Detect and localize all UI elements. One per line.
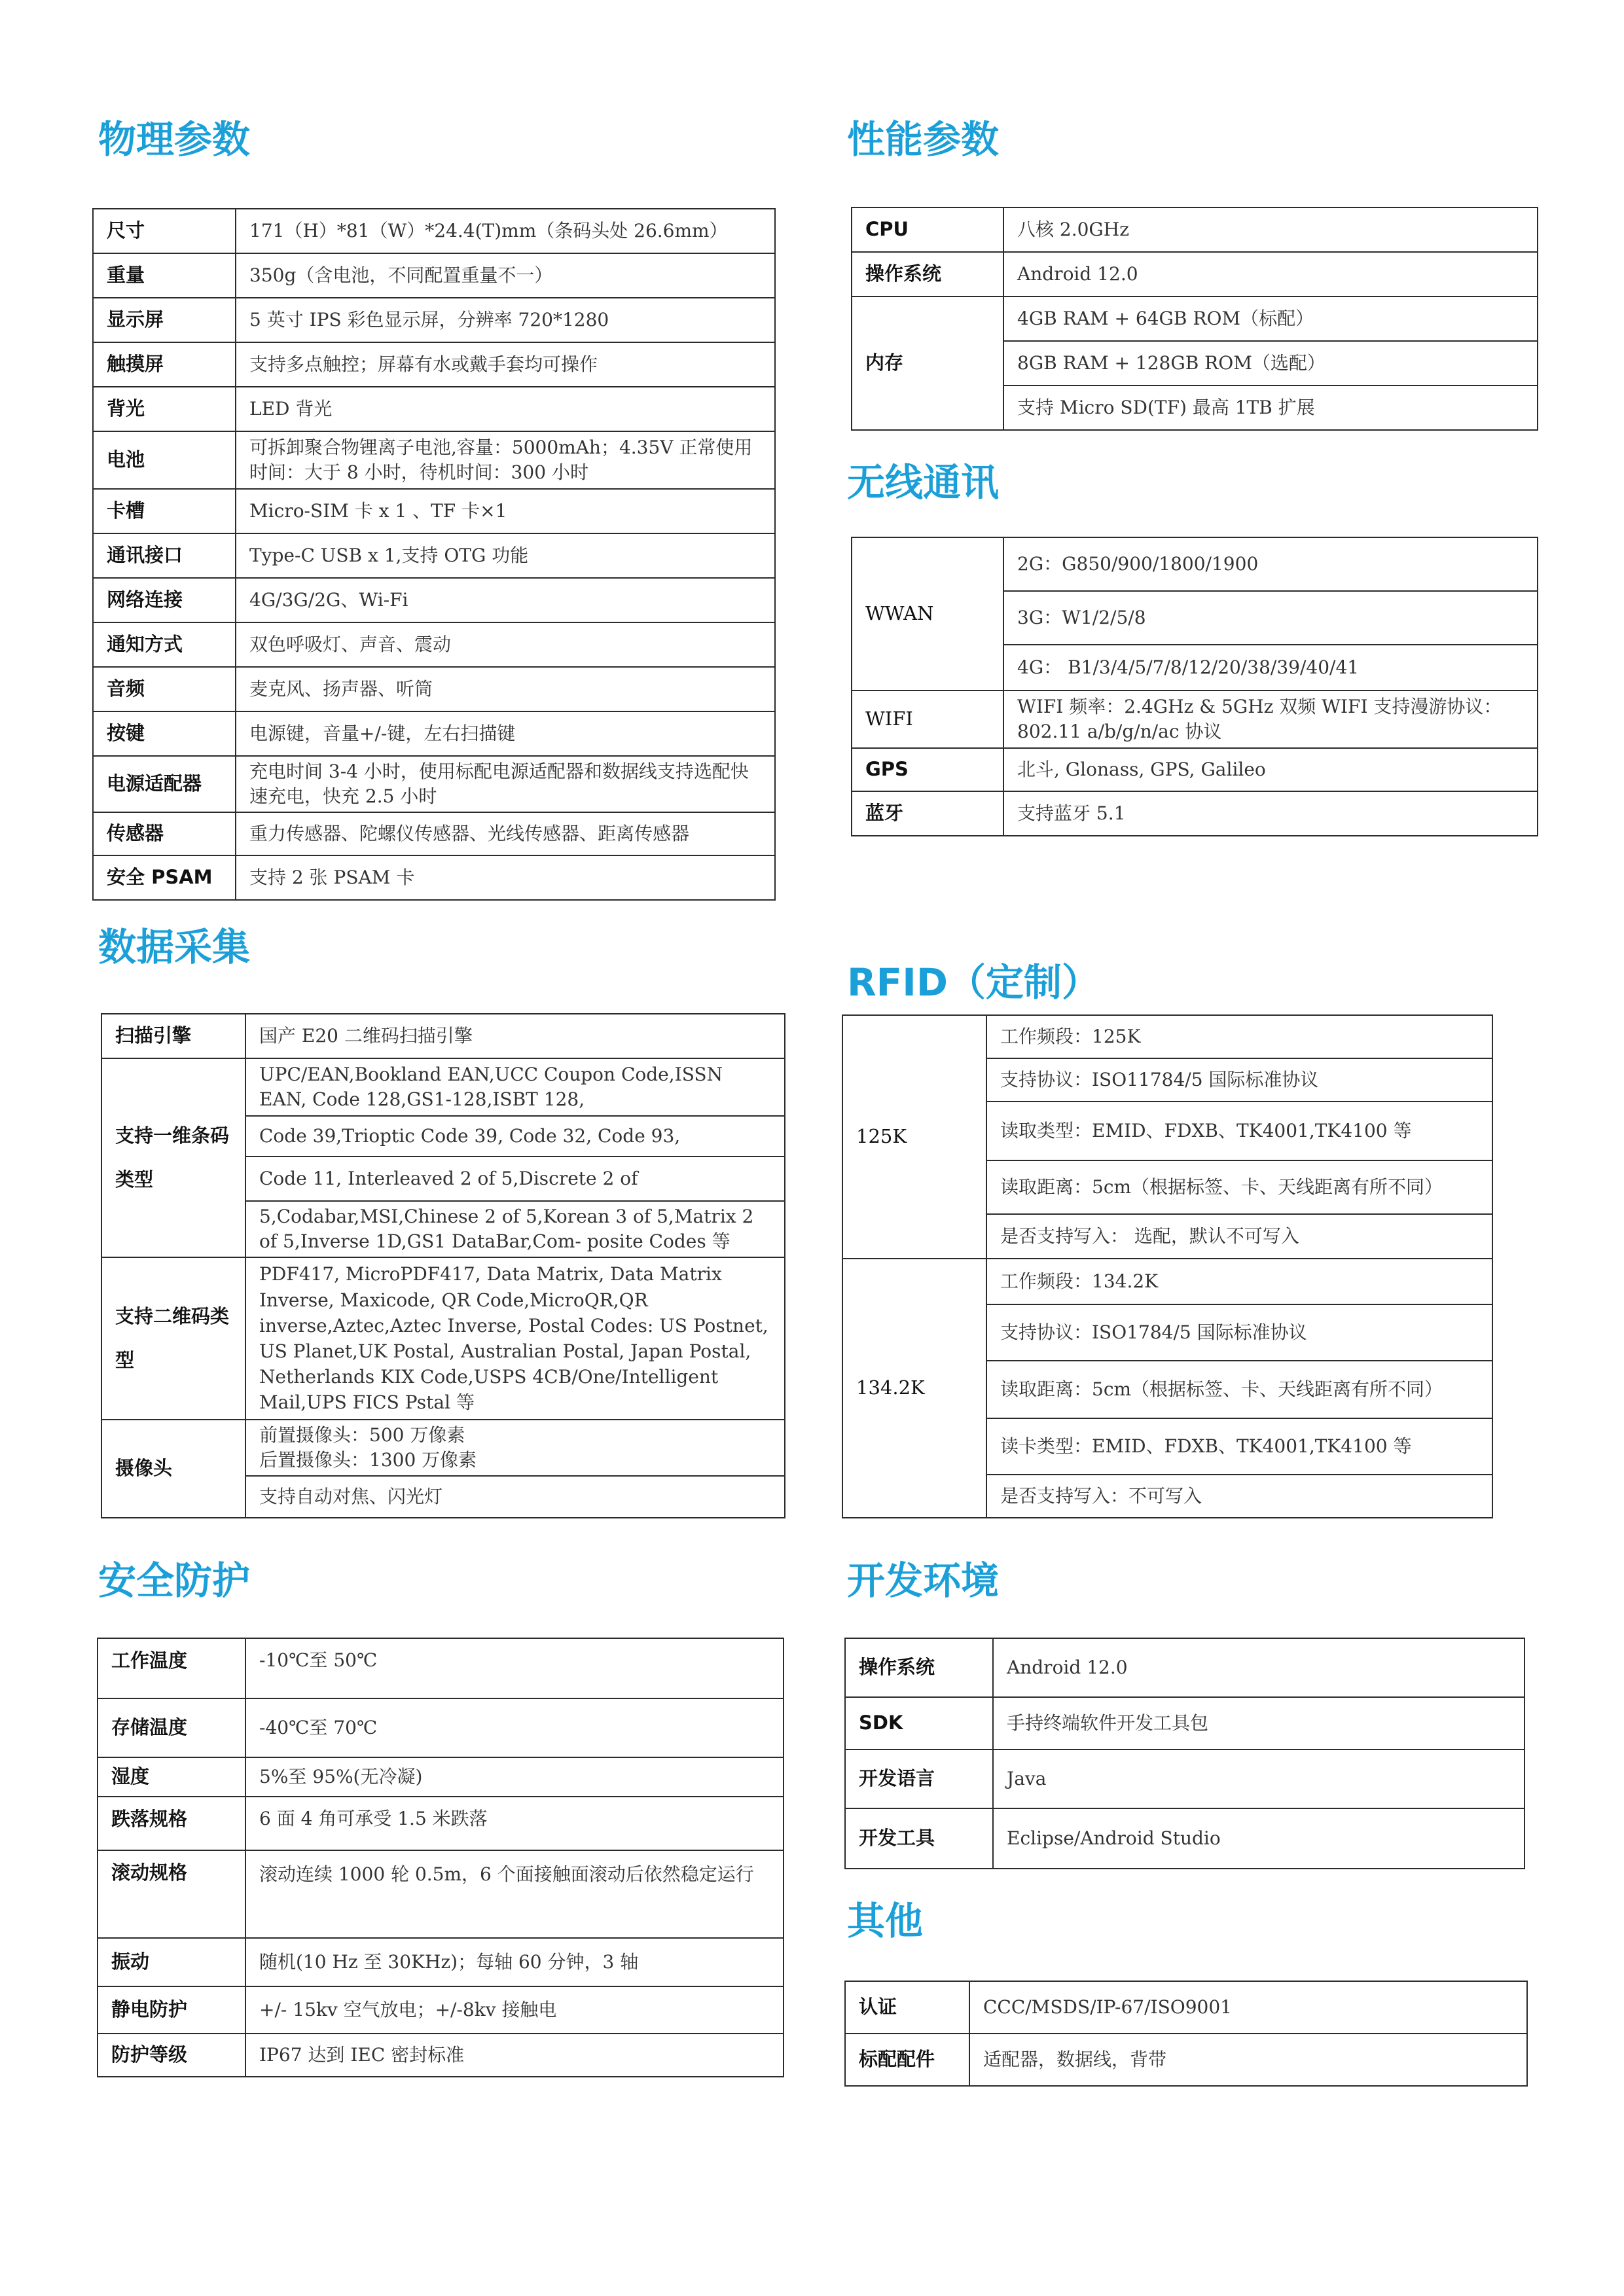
spec-value: 可拆卸聚合物锂离子电池,容量：5000mAh；4.35V 正常使用时间：大于 8 小时，待机时间：300 小时 xyxy=(236,431,775,489)
spec-value: 支持协议：ISO11784/5 国际标准协议 xyxy=(986,1058,1492,1102)
spec-value: 工作频段：125K xyxy=(986,1015,1492,1058)
spec-key: 静电防护 xyxy=(98,1986,245,2034)
table-row xyxy=(93,431,775,489)
table-row xyxy=(93,812,775,855)
spec-key: 音频 xyxy=(93,667,236,711)
spec-value: 3G：W1/2/5/8 xyxy=(1003,591,1538,645)
spec-key: 振动 xyxy=(98,1938,245,1986)
spec-value: 2G：G850/900/1800/1900 xyxy=(1003,537,1538,591)
spec-value: 北斗, Glonass, GPS, Galileo xyxy=(1003,748,1538,791)
spec-value: WIFI 频率：2.4GHz & 5GHz 双频 WIFI 支持漫游协议：802.11 a/b/g/n/ac 协议 xyxy=(1003,691,1538,748)
spec-key: 摄像头 xyxy=(101,1420,245,1518)
spec-value xyxy=(245,1420,785,1476)
wireless-title: 无线通讯 xyxy=(847,460,1000,505)
spec-value: 350g（含电池，不同配置重量不一） xyxy=(236,253,775,298)
spec-key: 安全 PSAM xyxy=(93,855,236,900)
spec-key: 125K xyxy=(842,1015,986,1259)
spec-value: Android 12.0 xyxy=(993,1638,1525,1697)
spec-value: 5%至 95%(无冷凝) xyxy=(245,1757,784,1797)
table-row xyxy=(852,207,1538,252)
table-row xyxy=(845,1697,1525,1749)
spec-value: 国产 E20 二维码扫描引擎 xyxy=(245,1014,785,1058)
table-row xyxy=(93,209,775,253)
spec-key: 蓝牙 xyxy=(852,791,1003,836)
rfid-title: RFID（定制） xyxy=(847,960,1100,1005)
dev-title: 开发环境 xyxy=(847,1558,1000,1603)
spec-value: 是否支持写入：不可写入 xyxy=(986,1475,1492,1518)
table-row xyxy=(845,2034,1527,2086)
spec-key: 网络连接 xyxy=(93,578,236,622)
spec-key: 134.2K xyxy=(842,1259,986,1518)
table-row xyxy=(93,578,775,622)
spec-key: 触摸屏 xyxy=(93,342,236,387)
spec-value: UPC/EAN,Bookland EAN,UCC Coupon Code,ISSN EAN, Code 128,GS1-128,ISBT 128, xyxy=(245,1058,785,1116)
table-row xyxy=(93,622,775,667)
spec-value: 支持 Micro SD(TF) 最高 1TB 扩展 xyxy=(1003,386,1538,430)
spec-key: 操作系统 xyxy=(852,252,1003,296)
table-row xyxy=(93,855,775,900)
spec-value: IP67 达到 IEC 密封标准 xyxy=(245,2034,784,2077)
spec-key: 开发工具 xyxy=(845,1808,993,1869)
spec-key: 显示屏 xyxy=(93,298,236,342)
rfid-table xyxy=(842,1014,1493,1518)
spec-key: WWAN xyxy=(852,537,1003,691)
spec-key: 扫描引擎 xyxy=(101,1014,245,1058)
spec-value-line: 前置摄像头：500 万像素 xyxy=(259,1424,465,1446)
spec-value: 171（H）*81（W）*24.4(T)mm（条码头处 26.6mm） xyxy=(236,209,775,253)
table-row xyxy=(98,1797,784,1850)
spec-key: 滚动规格 xyxy=(98,1850,245,1938)
spec-value: 支持协议：ISO1784/5 国际标准协议 xyxy=(986,1304,1492,1361)
spec-value: Eclipse/Android Studio xyxy=(993,1808,1525,1869)
capture-table xyxy=(101,1013,785,1518)
table-row xyxy=(98,1850,784,1938)
spec-key: 防护等级 xyxy=(98,2034,245,2077)
spec-key: 电池 xyxy=(93,431,236,489)
spec-value: -10℃至 50℃ xyxy=(245,1638,784,1698)
other-table xyxy=(844,1981,1528,2087)
spec-value: Java xyxy=(993,1749,1525,1808)
spec-key: 重量 xyxy=(93,253,236,298)
spec-value: 滚动连续 1000 轮 0.5m，6 个面接触面滚动后依然稳定运行 xyxy=(245,1850,784,1938)
spec-value: 读取类型：EMID、FDXB、TK4001,TK4100 等 xyxy=(986,1102,1492,1160)
spec-value: 电源键，音量+/-键，左右扫描键 xyxy=(236,711,775,756)
capture-title: 数据采集 xyxy=(98,925,251,969)
spec-value: 麦克风、扬声器、听筒 xyxy=(236,667,775,711)
spec-value: 8GB RAM + 128GB ROM（选配） xyxy=(1003,341,1538,386)
table-row xyxy=(98,1638,784,1698)
spec-value: Type-C USB x 1,支持 OTG 功能 xyxy=(236,533,775,578)
spec-value: -40℃至 70℃ xyxy=(245,1698,784,1757)
table-row xyxy=(98,1698,784,1757)
safety-title: 安全防护 xyxy=(98,1558,251,1603)
table-row xyxy=(93,387,775,431)
table-row xyxy=(98,2034,784,2077)
table-row xyxy=(93,298,775,342)
spec-key: 认证 xyxy=(845,1981,969,2034)
spec-value: 重力传感器、陀螺仪传感器、光线传感器、距离传感器 xyxy=(236,812,775,855)
spec-value: 支持蓝牙 5.1 xyxy=(1003,791,1538,836)
performance-title: 性能参数 xyxy=(847,117,1000,162)
spec-key: 存储温度 xyxy=(98,1698,245,1757)
spec-value: 手持终端软件开发工具包 xyxy=(993,1697,1525,1749)
spec-value: 读取距离：5cm（根据标签、卡、天线距离有所不同） xyxy=(986,1160,1492,1214)
spec-value: 4G/3G/2G、Wi-Fi xyxy=(236,578,775,622)
physical-table xyxy=(92,208,776,901)
table-row xyxy=(852,748,1538,791)
spec-key: 支持一维条码类型 xyxy=(101,1058,245,1257)
table-row xyxy=(93,253,775,298)
spec-value: 支持自动对焦、闪光灯 xyxy=(245,1476,785,1518)
spec-value: 八核 2.0GHz xyxy=(1003,207,1538,252)
spec-key: 跌落规格 xyxy=(98,1797,245,1850)
spec-value: LED 背光 xyxy=(236,387,775,431)
spec-value-line: 后置摄像头：1300 万像素 xyxy=(259,1449,477,1471)
spec-key: WIFI xyxy=(852,691,1003,748)
table-row xyxy=(93,667,775,711)
wireless-table xyxy=(851,537,1538,836)
spec-value: Code 11, Interleaved 2 of 5,Discrete 2 of xyxy=(245,1157,785,1201)
spec-key: 电源适配器 xyxy=(93,756,236,812)
table-row xyxy=(852,296,1538,341)
spec-key: 通讯接口 xyxy=(93,533,236,578)
spec-value: 是否支持写入： 选配，默认不可写入 xyxy=(986,1214,1492,1259)
spec-key: 传感器 xyxy=(93,812,236,855)
spec-key: 支持二维码类型 xyxy=(101,1257,245,1420)
spec-value: Android 12.0 xyxy=(1003,252,1538,296)
spec-key: 通知方式 xyxy=(93,622,236,667)
other-title: 其他 xyxy=(847,1899,924,1943)
spec-value: 5 英寸 IPS 彩色显示屏，分辨率 720*1280 xyxy=(236,298,775,342)
spec-value: 读取距离：5cm（根据标签、卡、天线距离有所不同） xyxy=(986,1361,1492,1418)
dev-table xyxy=(844,1638,1525,1869)
spec-value: 双色呼吸灯、声音、震动 xyxy=(236,622,775,667)
table-row xyxy=(845,1981,1527,2034)
performance-table xyxy=(851,207,1538,431)
spec-value: 6 面 4 角可承受 1.5 米跌落 xyxy=(245,1797,784,1850)
spec-value: PDF417, MicroPDF417, Data Matrix, Data Matrix Inverse, Maxicode, QR Code,MicroQR,QR inverse,Aztec,Aztec Inverse, Postal Codes: US Postnet, US Planet,UK Postal, Australian Postal, Japan Postal, Netherlands KIX Code,USPS 4CB/One/Intelligent Mail,UPS FICS Pstal 等 xyxy=(245,1257,785,1420)
spec-key: 工作温度 xyxy=(98,1638,245,1698)
spec-value: 4G： B1/3/4/5/7/8/12/20/38/39/40/41 xyxy=(1003,645,1538,691)
spec-key: 按键 xyxy=(93,711,236,756)
table-row xyxy=(101,1014,785,1058)
table-row xyxy=(852,252,1538,296)
spec-value: 随机(10 Hz 至 30KHz)；每轴 60 分钟，3 轴 xyxy=(245,1938,784,1986)
table-row xyxy=(98,1986,784,2034)
spec-value: 工作频段：134.2K xyxy=(986,1259,1492,1304)
table-row xyxy=(845,1749,1525,1808)
table-row xyxy=(93,756,775,812)
table-row xyxy=(93,533,775,578)
table-row xyxy=(852,537,1538,591)
table-row xyxy=(842,1259,1492,1304)
table-row xyxy=(852,791,1538,836)
spec-value: 支持 2 张 PSAM 卡 xyxy=(236,855,775,900)
spec-key: 湿度 xyxy=(98,1757,245,1797)
spec-value: 适配器，数据线，背带 xyxy=(969,2034,1527,2086)
spec-key: SDK xyxy=(845,1697,993,1749)
table-row xyxy=(845,1808,1525,1869)
spec-key: GPS xyxy=(852,748,1003,791)
table-row xyxy=(101,1257,785,1420)
spec-value: 5,Codabar,MSI,Chinese 2 of 5,Korean 3 of 5,Matrix 2 of 5,Inverse 1D,GS1 DataBar,Com- posite Codes 等 xyxy=(245,1201,785,1257)
spec-key: 开发语言 xyxy=(845,1749,993,1808)
spec-value: 4GB RAM + 64GB ROM（标配） xyxy=(1003,296,1538,341)
spec-value: 充电时间 3-4 小时，使用标配电源适配器和数据线支持选配快速充电，快充 2.5 小时 xyxy=(236,756,775,812)
table-row xyxy=(101,1058,785,1116)
spec-value: CCC/MSDS/IP-67/ISO9001 xyxy=(969,1981,1527,2034)
table-row xyxy=(93,489,775,533)
spec-value: Code 39,Trioptic Code 39, Code 32, Code 93, xyxy=(245,1116,785,1157)
table-row xyxy=(852,691,1538,748)
table-row xyxy=(845,1638,1525,1697)
spec-value: +/- 15kv 空气放电；+/-8kv 接触电 xyxy=(245,1986,784,2034)
spec-key: 操作系统 xyxy=(845,1638,993,1697)
spec-key: 尺寸 xyxy=(93,209,236,253)
spec-key: 卡槽 xyxy=(93,489,236,533)
spec-key: 内存 xyxy=(852,296,1003,430)
spec-value: 读卡类型：EMID、FDXB、TK4001,TK4100 等 xyxy=(986,1418,1492,1475)
table-row xyxy=(98,1938,784,1986)
spec-key: CPU xyxy=(852,207,1003,252)
safety-table xyxy=(97,1638,784,2077)
spec-key: 标配配件 xyxy=(845,2034,969,2086)
spec-value: Micro-SIM 卡 x 1 、TF 卡×1 xyxy=(236,489,775,533)
spec-key: 背光 xyxy=(93,387,236,431)
table-row xyxy=(98,1757,784,1797)
table-row xyxy=(842,1015,1492,1058)
table-row xyxy=(101,1420,785,1476)
table-row xyxy=(93,711,775,756)
physical-title: 物理参数 xyxy=(98,117,251,162)
spec-value: 支持多点触控；屏幕有水或戴手套均可操作 xyxy=(236,342,775,387)
table-row xyxy=(93,342,775,387)
